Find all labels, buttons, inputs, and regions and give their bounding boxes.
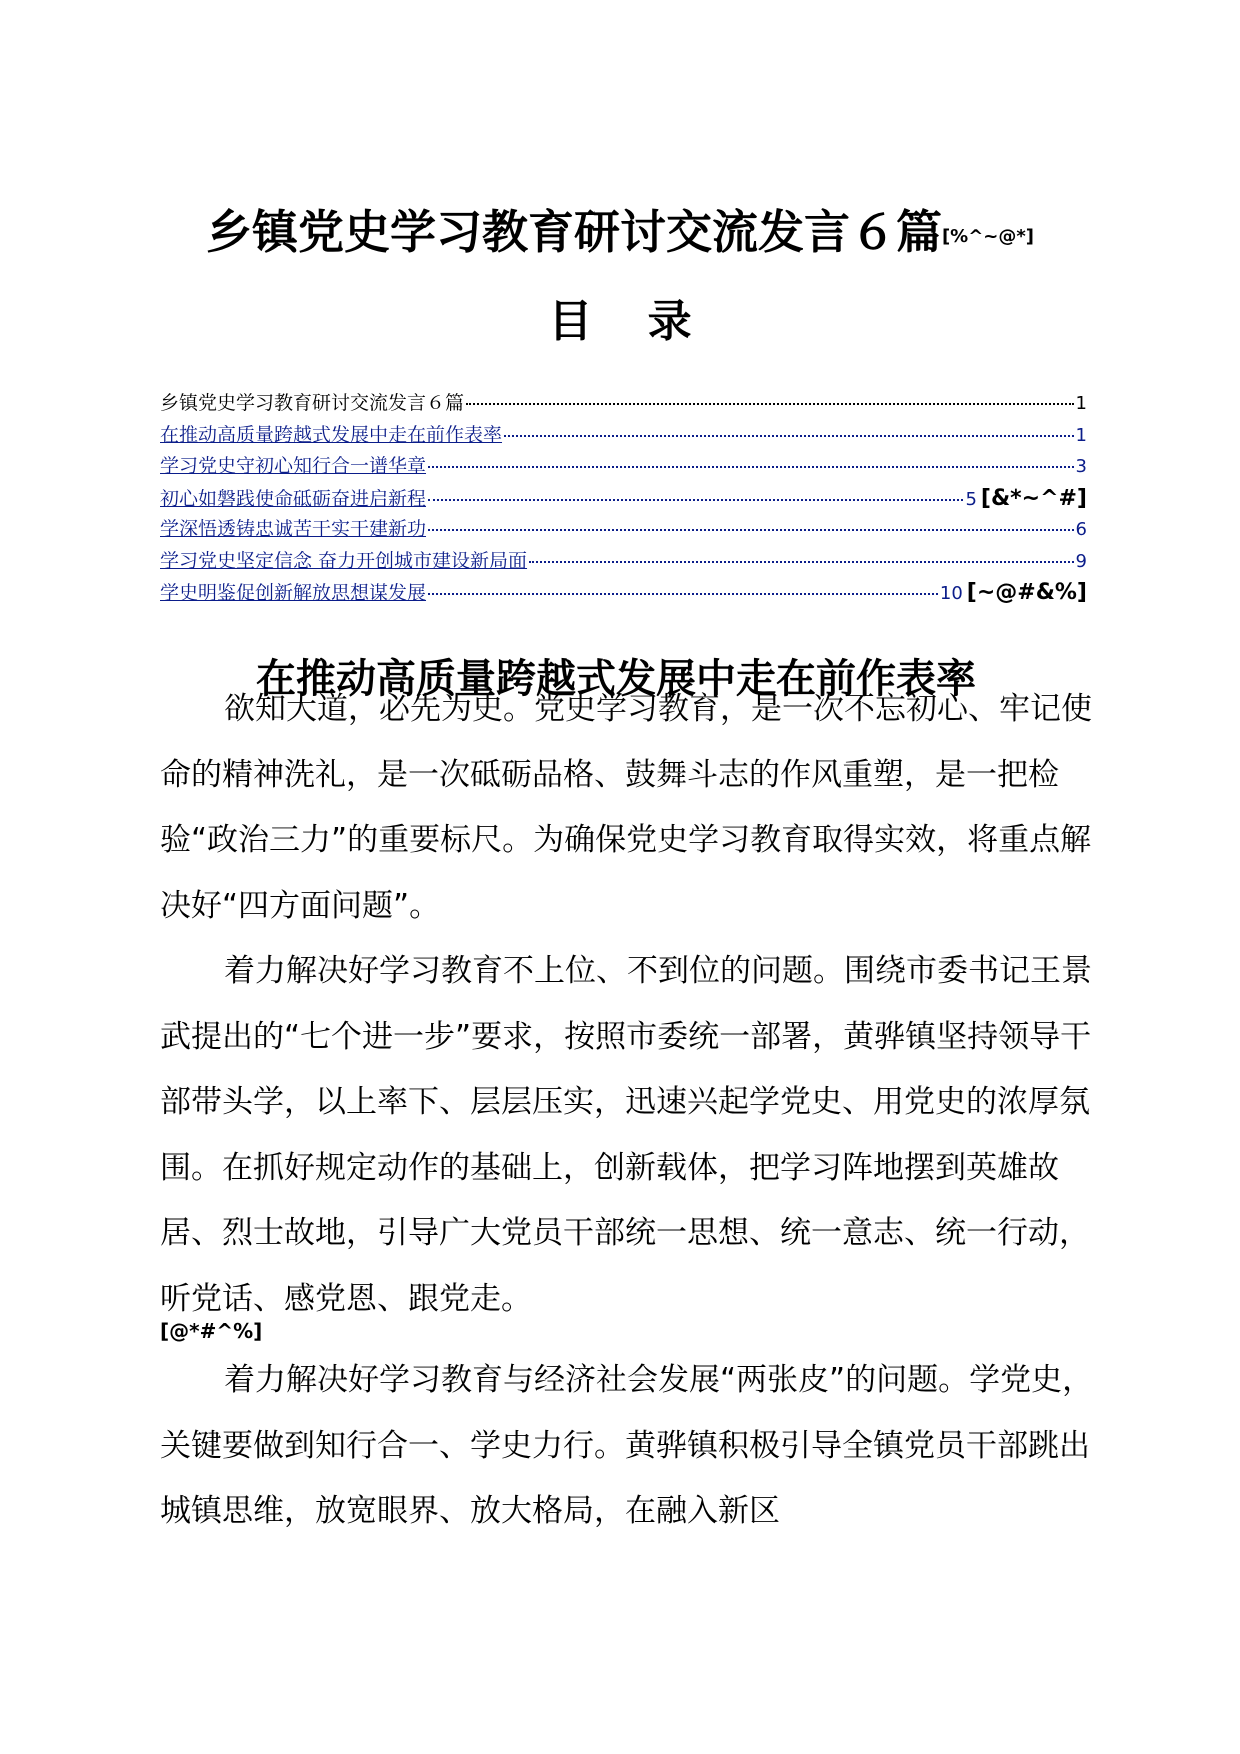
toc-entry-title[interactable]: 乡镇党史学习教育研讨交流发言６篇 xyxy=(160,392,465,414)
table-of-contents xyxy=(160,388,1087,609)
toc-page-number: 10 xyxy=(939,583,963,604)
toc-page-number: 3 xyxy=(1075,456,1087,477)
article-paragraph: 着力解决好学习教育不上位、不到位的问题。围绕市委书记王景武提出的“七个进一步”要求，按照市委统一部署，黄骅镇坚持领导干部带头学，以上率下、层层压实，迅速兴起学党史、用党史的浓厚氛围。在抓好规定动作的基础上，创新载体，把学习阵地摆到英雄故居、烈士故地，引导广大党员干部统一思想、统一意志、统一行动，听党话、感党恩、跟党走。 xyxy=(160,953,1092,1317)
title-watermark-code: [%^~@*] xyxy=(941,225,1035,247)
toc-dot-leader xyxy=(466,403,1074,405)
toc-entry[interactable] xyxy=(160,577,1087,609)
toc-entry[interactable] xyxy=(160,546,1087,578)
toc-page-number: 5 xyxy=(965,488,977,510)
toc-dot-leader xyxy=(428,466,1074,468)
toc-heading: 目 录 xyxy=(548,296,712,347)
toc-entry-link[interactable]: 学史明鉴促创新解放思想谋发展 xyxy=(160,582,427,604)
toc-page-number: 6 xyxy=(1075,519,1087,540)
toc-dot-leader xyxy=(504,435,1074,437)
toc-page-number: 9 xyxy=(1075,550,1087,572)
document-title xyxy=(0,199,1240,270)
article-body xyxy=(160,677,1120,1545)
toc-entry[interactable] xyxy=(160,451,1087,483)
toc-entry[interactable] xyxy=(160,483,1087,515)
toc-dot-leader xyxy=(529,561,1074,563)
toc-entry-link[interactable]: 学习党史守初心知行合一谱华章 xyxy=(160,455,427,477)
toc-entry-link[interactable]: 在推动高质量跨越式发展中走在前作表率 xyxy=(160,423,503,446)
toc-dot-leader xyxy=(428,499,963,501)
article-paragraph: 欲知大道，必先为史。党史学习教育，是一次不忘初心、牢记使命的精神洗礼，是一次砥砺品格、鼓舞斗志的作风重塑，是一把检验“政治三力”的重要标尺。为确保党史学习教育取得实效，将重点解决好“四方面问题”。 xyxy=(160,691,1092,924)
toc-entry[interactable] xyxy=(160,514,1087,546)
toc-watermark-code: [~@#&%] xyxy=(966,580,1087,605)
article-title: 在推动高质量跨越式发展中走在前作表率 xyxy=(256,656,976,703)
toc-entry-link[interactable]: 学习党史坚定信念 奋力开创城市建设新局面 xyxy=(160,549,528,572)
toc-entry-link[interactable]: 学深悟透铸忠诚苦干实干建新功 xyxy=(160,518,427,540)
paragraph-watermark-code: [@*#^%] xyxy=(160,1319,263,1343)
toc-dot-leader xyxy=(428,593,938,595)
toc-watermark-code: [&*~^#] xyxy=(980,485,1087,511)
document-title-text: 乡镇党史学习教育研讨交流发言６篇 xyxy=(205,204,942,259)
article-paragraph: 着力解决好学习教育与经济社会发展“两张皮”的问题。学党史，关键要做到知行合一、学史力行。黄骅镇积极引导全镇党员干部跳出城镇思维，放宽眼界、放大格局，在融入新区 xyxy=(160,1362,1094,1529)
toc-dot-leader xyxy=(428,529,1074,531)
toc-page-number: 1 xyxy=(1075,424,1087,446)
toc-entry[interactable] xyxy=(160,420,1087,452)
toc-page-number: 1 xyxy=(1075,393,1087,414)
toc-entry-link[interactable]: 初心如磐践使命砥砺奋进启新程 xyxy=(160,487,427,510)
toc-entry[interactable] xyxy=(160,388,1087,420)
